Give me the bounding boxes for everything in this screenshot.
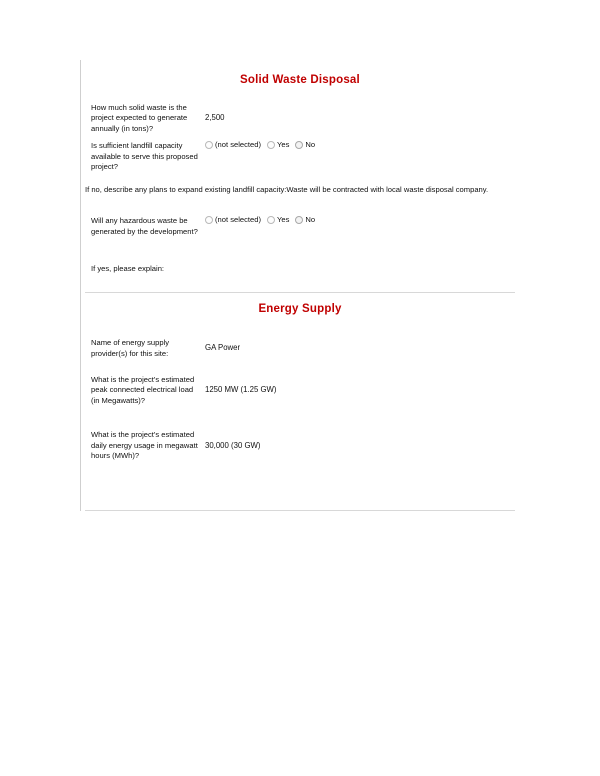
radio-icon-not-selected[interactable] [205,216,213,224]
spacer [85,412,515,430]
radio-group-landfill-capacity[interactable] [199,140,321,149]
radio-option-landfill-no[interactable] [295,140,315,149]
answer-landfill-expansion-plans: Waste will be contracted with local waste disposal company. [286,185,489,195]
radio-option-landfill-not-selected[interactable] [205,140,261,149]
question-label-annual-solid-waste: How much solid waste is the project expected to generate annually (in tons)? [91,103,188,133]
radio-label-landfill-not-selected: (not selected) [215,140,262,150]
answer-peak-load: 1250 MW (1.25 GW) [205,385,277,395]
radio-icon-yes[interactable] [267,216,275,224]
radio-label-landfill-yes: Yes [277,140,290,150]
answer-annual-solid-waste: 2,500 [205,112,225,122]
question-row-peak-load [85,375,515,406]
question-label-daily-energy-usage: What is the project's estimated daily energy usage in megawatt hours (MWh)? [91,430,198,461]
spacer [85,468,515,494]
question-label-landfill-capacity: Is sufficient landfill capacity available to serve this proposed project? [91,141,198,172]
radio-label-hazardous-no: No [305,215,316,225]
question-row-landfill-capacity [85,140,515,172]
bottom-divider [85,510,515,511]
form-content [80,60,515,511]
radio-icon-not-selected[interactable] [205,141,213,149]
radio-label-hazardous-yes: Yes [277,215,290,225]
question-row-energy-provider [85,337,515,359]
radio-option-hazardous-not-selected[interactable] [205,215,261,224]
question-label-peak-load: What is the project's estimated peak connected electrical load (in Megawatts)? [91,375,195,405]
question-label-energy-provider: Name of energy supply provider(s) for this site: [91,338,170,358]
question-row-landfill-expansion-plans [85,184,515,195]
question-label-hazardous-waste: Will any hazardous waste be generated by the development? [91,216,198,236]
question-label-landfill-expansion-plans: If no, describe any plans to expand existing landfill capacity: [85,185,287,195]
section-title-energy-supply: Energy Supply [258,303,342,316]
radio-icon-yes[interactable] [267,141,275,149]
radio-group-hazardous-waste[interactable] [199,215,321,224]
radio-icon-no[interactable] [295,216,303,224]
question-row-hazardous-waste [85,215,515,237]
answer-daily-energy-usage: 30,000 (30 GW) [205,440,261,450]
radio-label-landfill-no: No [305,140,316,150]
radio-label-hazardous-not-selected: (not selected) [215,215,262,225]
radio-icon-no[interactable] [295,141,303,149]
section-title-solid-waste: Solid Waste Disposal [240,74,360,86]
radio-option-landfill-yes[interactable] [267,140,289,149]
radio-option-hazardous-yes[interactable] [267,215,289,224]
question-row-annual-solid-waste [85,102,515,134]
section-divider [85,292,515,293]
question-row-daily-energy-usage [85,430,515,461]
radio-option-hazardous-no[interactable] [295,215,315,224]
spacer [85,365,515,375]
question-label-hazardous-explain: If yes, please explain: [91,264,165,274]
spacer [85,205,515,215]
answer-energy-provider: GA Power [205,342,241,352]
